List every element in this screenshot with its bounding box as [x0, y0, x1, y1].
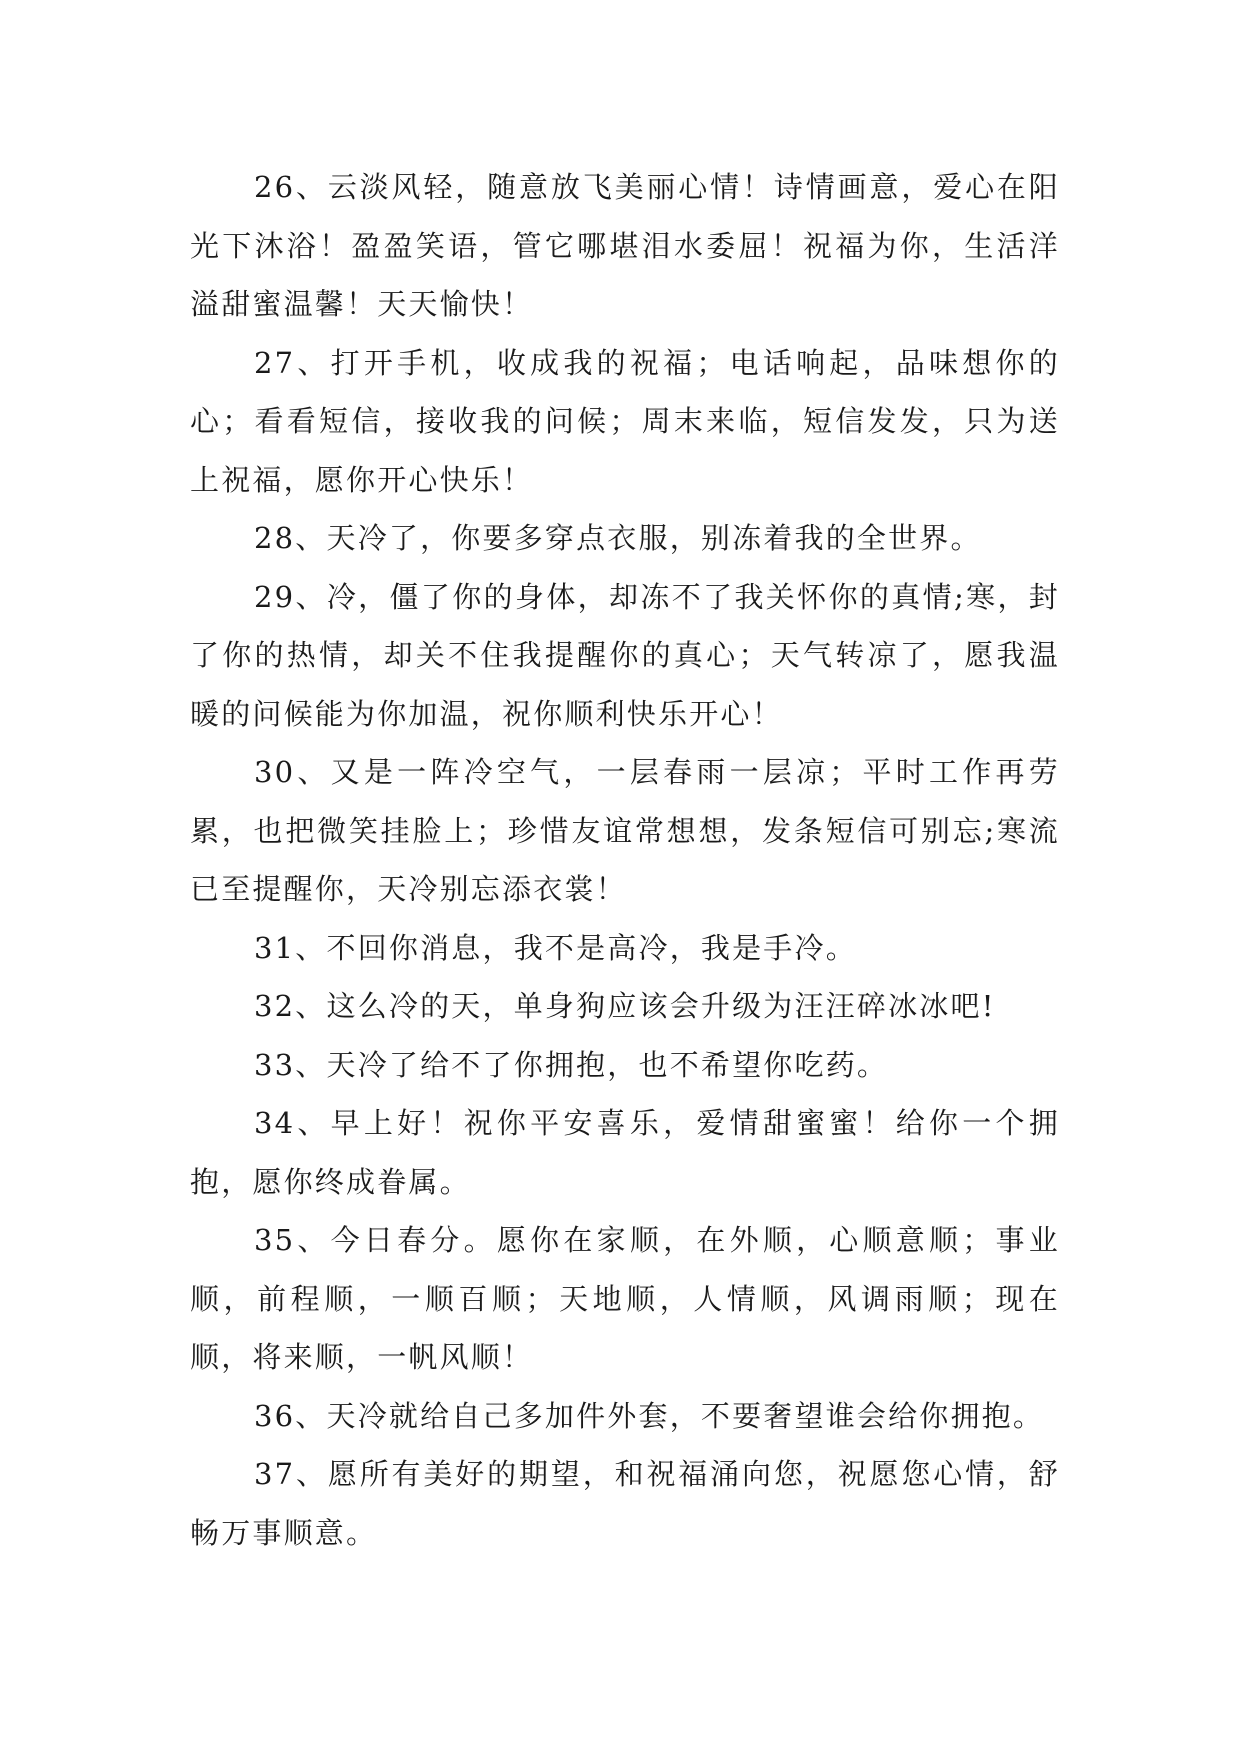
paragraph-29: 29、冷，僵了你的身体，却冻不了我关怀你的真情;寒，封了你的热情，却关不住我提醒你的真心；天气转凉了，愿我温暖的问候能为你加温，祝你顺利快乐开心！ [190, 579, 1060, 731]
paragraph-35: 35、今日春分。愿你在家顺，在外顺，心顺意顺；事业顺，前程顺，一顺百顺；天地顺，人情顺，风调雨顺；现在顺，将来顺，一帆风顺！ [190, 1223, 1060, 1374]
paragraph-36: 36、天冷就给自己多加件外套，不要奢望谁会给你拥抱。 [254, 1398, 1045, 1433]
paragraph-32: 32、这么冷的天，单身狗应该会升级为汪汪碎冰冰吧! [254, 989, 996, 1023]
paragraph-26: 26、云淡风轻，随意放飞美丽心情！诗情画意，爱心在阳光下沐浴！盈盈笑语，管它哪堪泪水委屈！祝福为你，生活洋溢甜蜜温馨！天天愉快！ [190, 170, 1060, 321]
paragraph-28: 28、天冷了，你要多穿点衣服，别冻着我的全世界。 [254, 521, 982, 555]
document-body [190, 158, 1060, 1562]
paragraph-31: 31、不回你消息，我不是高冷，我是手冷。 [254, 930, 857, 965]
paragraph-34: 34、早上好！祝你平安喜乐，爱情甜蜜蜜！给你一个拥抱，愿你终成眷属。 [190, 1106, 1060, 1199]
paragraph-27: 27、打开手机，收成我的祝福；电话响起，品味想你的心；看看短信，接收我的问候；周末来临，短信发发，只为送上祝福，愿你开心快乐！ [190, 345, 1060, 497]
paragraph-30: 30、又是一阵冷空气，一层春雨一层凉；平时工作再劳累，也把微笑挂脸上；珍惜友谊常想想，发条短信可别忘;寒流已至提醒你，天冷别忘添衣裳！ [190, 755, 1060, 906]
paragraph-37: 37、愿所有美好的期望，和祝福涌向您，祝愿您心情，舒畅万事顺意。 [190, 1457, 1060, 1550]
paragraph-33: 33、天冷了给不了你拥抱，也不希望你吃药。 [254, 1047, 889, 1082]
